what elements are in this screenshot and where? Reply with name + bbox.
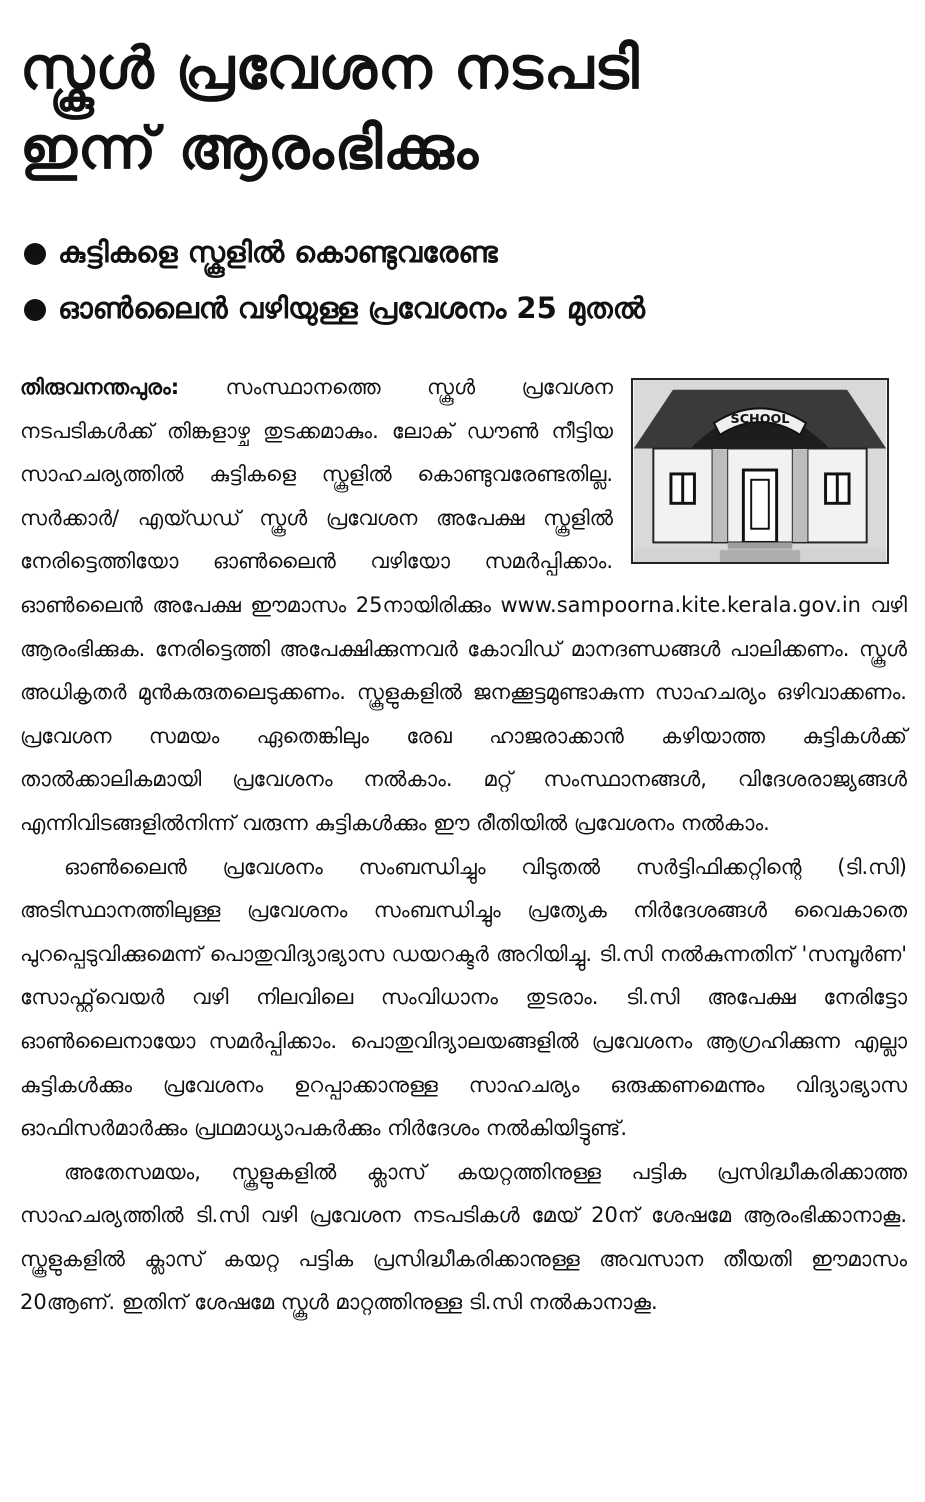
subheadline-bullets <box>20 224 907 336</box>
bullet-item <box>20 280 907 336</box>
article-paragraph-2: ഓൺലൈൻ പ്രവേശനം സംബന്ധിച്ചും വിടുതൽ സർട്ടിഫിക്കറ്റിന്റെ (ടി.സി) അടിസ്ഥാനത്തിലുള്ള പ്രവേശനം സംബന്ധിച്ചും പ്രത്യേക നിർദേശങ്ങൾ വൈകാതെ പുറപ്പെടുവിക്കുമെന്ന് പൊതുവിദ്യാഭ്യാസ ഡയറക്ടർ അറിയിച്ചു. ടി.സി നൽകുന്നതിന് 'സമ്പൂർണ' സോഫ്റ്റ്‌വെയർ വഴി നിലവിലെ സംവിധാനം തുടരാം. ടി.സി അപേക്ഷ നേരിട്ടോ ഓൺലൈനായോ സമർപ്പിക്കാം. പൊതുവിദ്യാലയങ്ങളിൽ പ്രവേശനം ആഗ്രഹിക്കുന്ന എല്ലാ കുട്ടികൾക്കും പ്രവേശനം ഉറപ്പാക്കാനുള്ള സാഹചര്യം ഒരുക്കണമെന്നും വിദ്യാഭ്യാസ ഓഫിസർമാർക്കും പ്രഥമാധ്യാപകർക്കും നിർദേശം നൽകിയിട്ടുണ്ട്. <box>20 854 907 1141</box>
bullet-dot-icon <box>24 299 46 321</box>
bullet-dot-icon <box>24 243 46 265</box>
headline-line-1: സ്കൂൾ പ്രവേശന നടപടി <box>20 34 640 102</box>
headline-line-2: ഇന്ന് ആരംഭിക്കും <box>20 114 480 182</box>
school-sign-text: SCHOOL <box>730 411 790 427</box>
bullet-item <box>20 224 907 280</box>
article-paragraph-3: അതേസമയം, സ്കൂളുകളിൽ ക്ലാസ് കയറ്റത്തിനുള്ള പട്ടിക പ്രസിദ്ധീകരിക്കാത്ത സാഹചര്യത്തിൽ ടി.സി വഴി പ്രവേശന നടപടികൾ മേയ് 20ന് ശേഷമേ ആരംഭിക്കാനാകൂ. സ്കൂളുകളിൽ ക്ലാസ് കയറ്റ പട്ടിക പ്രസിദ്ധീകരിക്കാനുള്ള അവസാന തീയതി ഈമാസം 20ആണ്. ഇതിന് ശേഷമേ സ്കൂൾ മാറ്റത്തിനുള്ള ടി.സി നൽകാനാകൂ. <box>20 1159 907 1315</box>
paragraph-1-text: സംസ്ഥാനത്തെ സ്കൂൾ പ്രവേശന നടപടികൾക്ക് തിങ്കളാഴ്ച തുടക്കമാകും. ലോക് ഡൗൺ നീട്ടിയ സാഹചര്യത്തിൽ കുട്ടികളെ സ്കൂളിൽ കൊണ്ടുവരേണ്ടതില്ല. സർക്കാർ/ എയ്ഡഡ് സ്കൂൾ പ്രവേശന അപേക്ഷ സ്കൂളിൽ നേരിട്ടെത്തിയോ ഓൺലൈൻ വഴിയോ സമർപ്പിക്കാം. ഓൺലൈൻ അപേക്ഷ ഈമാസം 25നായിരിക്കും www.sampoorna.kite.kerala.gov.in വഴി ആരംഭിക്കുക. നേരിട്ടെത്തി അപേക്ഷിക്കുന്നവർ കോവിഡ് മാനദണ്ഡങ്ങൾ പാലിക്കണം. സ്കൂൾ അധികൃതർ മുൻകരുതലെടുക്കണം. സ്കൂളുകളിൽ ജനക്കൂട്ടമുണ്ടാകുന്ന സാഹചര്യം ഒഴിവാക്കണം. പ്രവേശന സമയം ഏതെങ്കിലും രേഖ ഹാജരാക്കാൻ കഴിയാത്ത കുട്ടികൾക്ക് താൽക്കാലികമായി പ്രവേശനം നൽകാം. മറ്റ് സംസ്ഥാനങ്ങൾ, വിദേശരാജ്യങ്ങൾ എന്നിവിടങ്ങളിൽനിന്ന് വരുന്ന കുട്ടികൾക്കും ഈ രീതിയിൽ പ്രവേശനം നൽകാം. <box>20 375 907 835</box>
headline <box>20 28 907 188</box>
bullet-text: ഓൺലൈൻ വഴിയുള്ള പ്രവേശനം 25 മുതൽ <box>58 291 646 325</box>
school-illustration <box>631 378 889 564</box>
dateline: തിരുവനന്തപുരം: <box>20 375 180 399</box>
article-body <box>20 366 907 1325</box>
bullet-text: കുട്ടികളെ സ്കൂളിൽ കൊണ്ടുവരേണ്ട <box>58 235 498 269</box>
